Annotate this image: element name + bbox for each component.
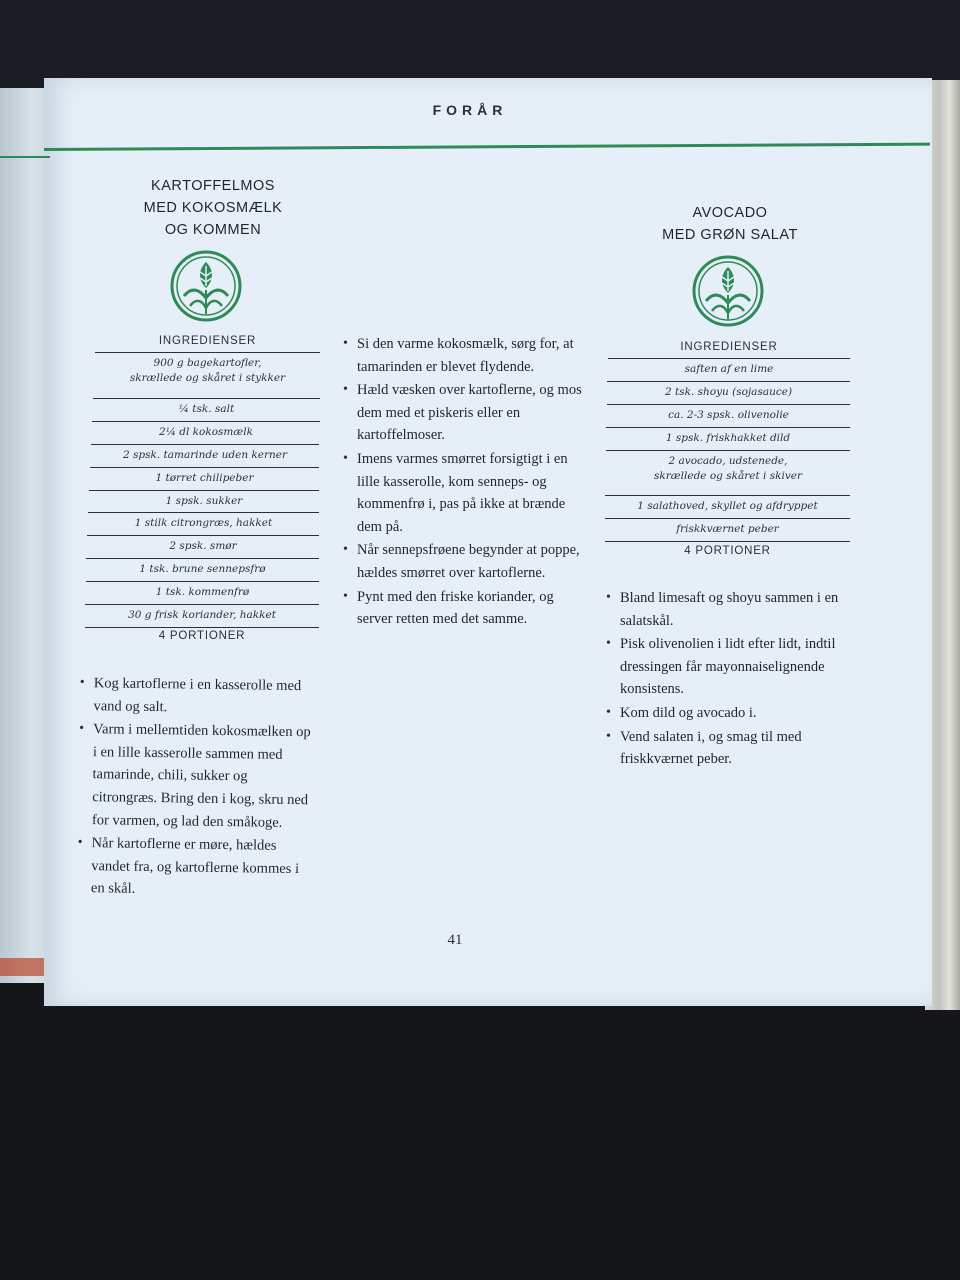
step-item: • Når sennepsfrøene begynder at poppe, hældes smørret over kartoflerne. [343, 539, 588, 584]
step-item: • Pynt med den friske koriander, og server retten med det samme. [343, 586, 588, 631]
ingredient-row [608, 358, 850, 377]
ingredient-text: 2 spsk. tamarinde uden kerner [122, 449, 288, 461]
recipe1-steps-col1 [77, 672, 315, 904]
ingredient-text: 900 g bagekartofler, [153, 357, 262, 369]
ingredient-row [606, 450, 850, 484]
leaf-emblem-icon [170, 250, 242, 322]
step-item: • Bland limesaft og shoyu sammen i en salatskål. [606, 587, 844, 632]
running-head: FORÅR [432, 102, 508, 118]
ingredient-row [93, 398, 320, 417]
ingredient-text: 1 tsk. brune sennepsfrø [139, 563, 266, 575]
ingredient-text: 2 tsk. shoyu (sojasauce) [664, 386, 793, 398]
recipe2-title [630, 202, 830, 246]
ingredient-text: 1 salathoved, skyllet og afdryppet [637, 500, 818, 512]
ingredient-row [605, 518, 850, 537]
step-item: • Når kartoflerne er møre, hældes vandet fra, og kartoflerne kommes i en skål. [77, 832, 313, 903]
ingredient-text: 2¼ dl kokosmælk [159, 426, 253, 438]
background-top [0, 0, 960, 90]
recipe1-title-line: MED KOKOSMÆLK [143, 200, 283, 216]
page-number: 41 [447, 932, 463, 948]
ingredient-text: 1 spsk. friskhakket dild [665, 432, 791, 444]
step-item: • Varm i mellemtiden kokosmælken op i en lille kasserolle sammen med tamarinde, chili, sukker og citrongræs. Bring den i kog, skru ned for varmen, og lad den småkoge. [78, 718, 315, 834]
recipe1-title [118, 175, 308, 241]
header-rule-left [0, 156, 50, 158]
step-item: • Imens varmes smørret forsigtigt i en lille kasserolle, kom senneps- og kommenfrø i, pas på ikke at brænde dem på. [343, 448, 588, 538]
ingredient-row [91, 444, 319, 463]
recipe2-title-line: MED GRØN SALAT [662, 227, 798, 243]
step-item: • Si den varme kokosmælk, sørg for, at tamarinden er blevet flydende. [343, 333, 588, 378]
ingredient-row [85, 604, 319, 623]
ingredient-row [605, 495, 850, 514]
ingredient-text: 1 tsk. kommenfrø [155, 586, 250, 598]
ingredient-text: 2 spsk. smør [169, 540, 237, 552]
recipe2-title-line: AVOCADO [692, 205, 768, 221]
recipe1-steps-col2 [343, 333, 588, 632]
ingredient-text: 30 g frisk koriander, hakket [128, 609, 276, 621]
recipe1-portions: 4 PORTIONER [158, 630, 246, 642]
recipe1-title-line: OG KOMMEN [164, 222, 262, 238]
ingredient-text: saften af en lime [684, 363, 774, 375]
step-item: • Hæld væsken over kartoflerne, og mos dem med et piskeris eller en kartoffelmoser. [343, 379, 588, 447]
recipe2-ingredients-label: INGREDIENSER [680, 341, 778, 353]
ingredient-bottom-rule [605, 541, 850, 542]
recipe1-ingredients-label: INGREDIENSER [158, 335, 257, 347]
ingredient-row [606, 427, 850, 446]
ingredient-row [88, 512, 319, 531]
ingredient-text: skrællede og skåret i skiver [654, 470, 802, 482]
step-item: • Pisk olivenolien i lidt efter lidt, indtil dressingen får mayonnaiselignende konsistens. [606, 633, 844, 701]
ingredient-text: skrællede og skåret i stykker [129, 372, 286, 384]
step-item: • Vend salaten i, og smag til med friskkværnet peber. [606, 726, 844, 771]
ingredient-text: 1 stilk citrongræs, hakket [134, 517, 273, 529]
ingredient-text: ¼ tsk. salt [178, 403, 235, 415]
step-item: • Kom dild og avocado i. [606, 702, 844, 725]
ingredient-text: 1 spsk. sukker [165, 495, 243, 507]
ingredient-text: friskkværnet peber [676, 523, 779, 535]
recipe1-title-line: KARTOFFELMOS [151, 178, 275, 194]
recipe2-steps [606, 587, 844, 772]
step-item: • Kog kartoflerne i en kasserolle med vand og salt. [79, 672, 315, 720]
ingredient-row [607, 404, 850, 423]
ingredient-row [89, 490, 319, 509]
ingredient-row [86, 581, 319, 600]
ingredient-row [607, 381, 850, 400]
recipe2-portions: 4 PORTIONER [684, 545, 771, 557]
ingredient-text: 2 avocado, udstenede, [668, 455, 788, 467]
ingredient-row [90, 467, 319, 486]
ingredient-row [86, 558, 319, 577]
ingredient-row [92, 421, 320, 440]
ingredient-row [95, 352, 320, 386]
ingredient-text: 1 tørret chilipeber [155, 472, 254, 484]
ingredient-row [87, 535, 319, 554]
ingredient-text: ca. 2-3 spsk. olivenolie [668, 409, 789, 421]
leaf-emblem-icon [692, 255, 764, 327]
ingredient-bottom-rule [85, 627, 319, 628]
